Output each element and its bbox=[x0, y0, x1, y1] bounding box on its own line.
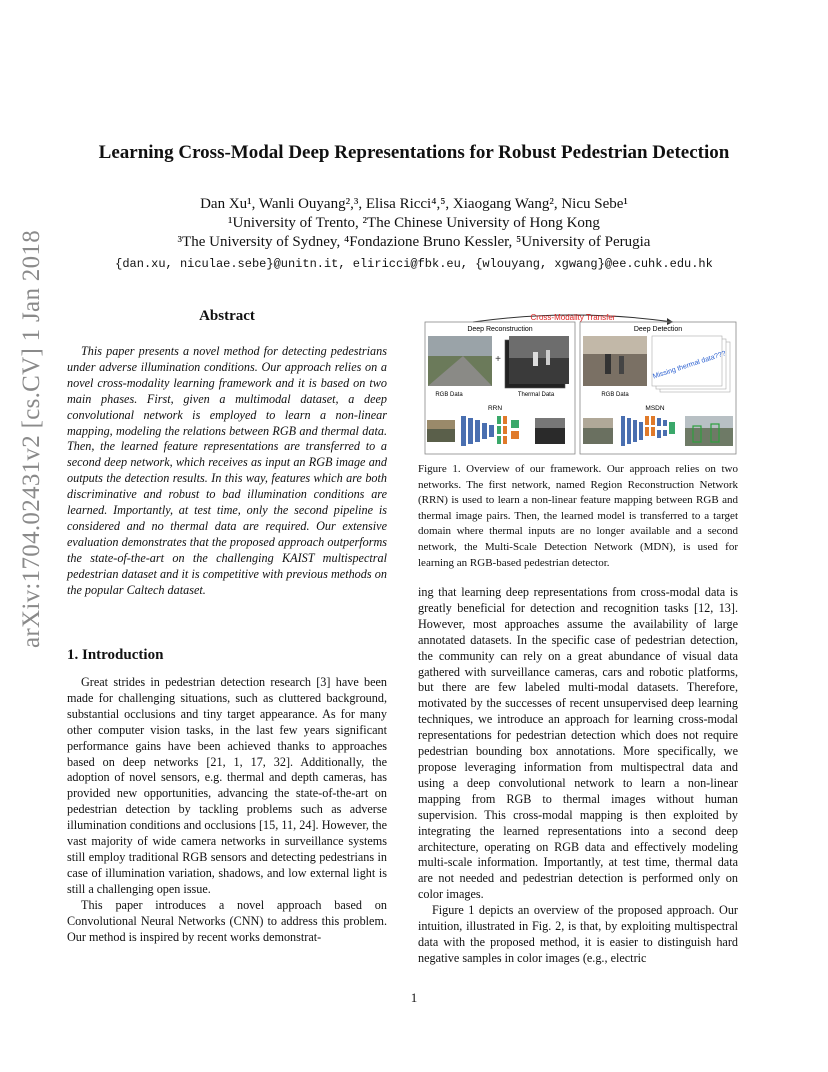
deep-reconstruction-label: Deep Reconstruction bbox=[467, 326, 533, 333]
msdn-label: MSDN bbox=[645, 405, 665, 412]
rgb-data-label: RGB Data bbox=[435, 392, 463, 398]
thermal-data-label: Thermal Data bbox=[517, 392, 555, 398]
framework-diagram bbox=[423, 312, 738, 456]
abstract-heading: Abstract bbox=[199, 308, 255, 324]
cross-modality-label: Cross-Modality Transfer bbox=[530, 313, 616, 322]
author-emails: {dan.xu, niculae.sebe}@unitn.it, eliricci@fbk.eu, {wlouyang, xgwang}@ee.cuhk.edu.hk bbox=[115, 257, 713, 271]
svg-text:+: + bbox=[495, 354, 501, 365]
intro-paragraph-1: Great strides in pedestrian detection research [3] have been made for challenging situations, such as cluttered background, substantial occlusions and tiny target appearance. As for many other computer vision tasks, in the last few years significant performance gains have been achieved thanks to approaches based on deep networks [21, 1, 17, 32]. Additionally, the adoption of novel sensors, e.g. thermal and depth cameras, has provided new opportunities, advancing the state-of-the-art on pedestrian detection by tackling problems such as adverse illumination conditions and occlusions [15, 11, 24]. However, the vast majority of wide camera networks in surveillance systems still employ traditional RGB sensors and detecting pedestrians in case of illumination variation, shadows, and low external light is still a challenging open issue. bbox=[67, 675, 387, 896]
rrn-layers bbox=[461, 416, 519, 446]
section-heading-introduction: 1. Introduction bbox=[67, 647, 164, 663]
affiliations-line-2: ³The University of Sydney, ⁴Fondazione Bruno Kessler, ⁵University of Perugia bbox=[177, 234, 651, 250]
abstract-text: This paper presents a novel method for detecting pedestrians under adverse illumination conditions. Our approach relies on a novel cross-modality learning framework and it is based on two main phases. First, given a multimodal dataset, a deep convolutional network is employed to learn a non-linear mapping, modeling the relations between RGB and thermal data. Then, the learned feature representations are transferred to a second deep network, which receives as input an RGB image and outputs the detection results. In this way, features which are both discriminative and robust to bad illumination conditions are learned. Importantly, at test time, only the second pipeline is considered and no thermal data are required. Our extensive evaluation demonstrates that the proposed approach outperforms the state-of-the-art on the challenging KAIST multispectral pedestrian dataset and it is competitive with previous methods on the popular Caltech dataset. bbox=[67, 344, 387, 597]
author-names: Dan Xu¹, Wanli Ouyang²,³, Elisa Ricci⁴,⁵, Xiaogang Wang², Nicu Sebe¹ bbox=[200, 196, 628, 212]
arrowhead-icon bbox=[667, 318, 673, 325]
msdn-layers bbox=[621, 416, 675, 446]
missing-thermal-label: Missing thermal data??? bbox=[652, 350, 727, 381]
rgb-data-label-right: RGB Data bbox=[601, 392, 629, 398]
paper-title: Learning Cross-Modal Deep Representations for Robust Pedestrian Detection bbox=[98, 142, 730, 163]
figure-1-caption: Figure 1. Overview of our framework. Our approach relies on two networks. The first network, named Region Reconstruction Network (RRN) is used to learn a non-linear feature mapping between RGB and thermal image pairs. Then, the learned model is transferred to a target domain where thermal inputs are no longer available and a second network, the Multi-Scale Detection Network (MDN), is used for learning an RGB-based pedestrian detector. bbox=[418, 463, 738, 569]
right-column-body bbox=[418, 585, 738, 967]
figure-1 bbox=[423, 312, 738, 456]
rrn-label: RRN bbox=[487, 405, 503, 412]
affiliations-line-1: ¹University of Trento, ²The Chinese University of Hong Kong bbox=[228, 215, 600, 231]
author-block bbox=[0, 195, 828, 252]
right-paragraph-1: ing that learning deep representations from cross-modal data is greatly beneficial for detection and recognition tasks [12, 13]. However, most approaches assume the availability of large annotated datasets. In the specific case of pedestrian detection, the community can rely on a great abundance of visual data gathered with surveillance cameras, cars and robotic platforms, but there are few labeled multi-modal datasets. Therefore, motivated by the successes of recent unsupervised deep learning techniques, we introduce an approach for learning cross-modal representations for pedestrian detection which does not require pedestrian bounding box annotations. More specifically, we propose leveraging information from multispectral data and using a deep convolutional network to learn a non-linear mapping from RGB to thermal images without human supervision. This cross-modal mapping is then exploited by integrating the learned representations into a second deep architecture, operating on RGB data and effectively modeling multi-scale information. Importantly, at test time, thermal data are not needed and pedestrian detection is performed only on color images. bbox=[418, 585, 738, 902]
right-paragraph-2: Figure 1 depicts an overview of the proposed approach. Our intuition, illustrated in Fig. 2, is that, by exploiting multispectral data with the proposed method, it is easier to distinguish hard negative samples in color images (e.g., electric bbox=[418, 903, 738, 965]
intro-paragraph-2: This paper introduces a novel approach based on Convolutional Neural Networks (CNN) to address this problem. Our method is inspired by recent works demonstrat- bbox=[67, 897, 387, 944]
deep-detection-label: Deep Detection bbox=[633, 326, 683, 333]
arxiv-stamp: arXiv:1704.02431v2 [cs.CV] 1 Jan 2018 bbox=[18, 230, 45, 648]
page-number: 1 bbox=[410, 990, 418, 1005]
introduction-body bbox=[67, 675, 387, 945]
